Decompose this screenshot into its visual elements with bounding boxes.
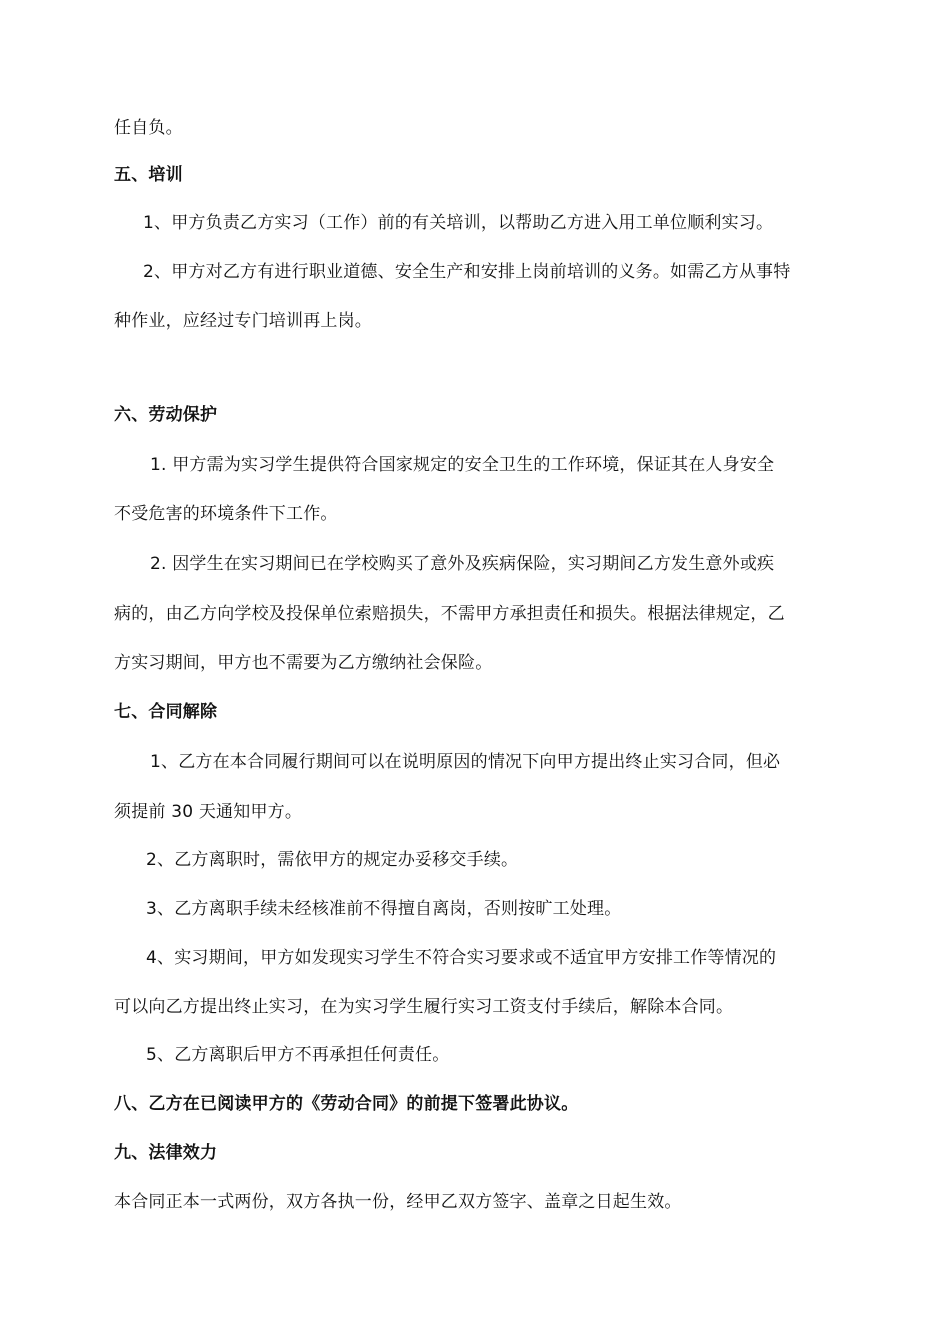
paragraph-line: 可以向乙方提出终止实习，在为实习学生履行实习工资支付手续后，解除本合同。 (114, 997, 734, 1017)
paragraph-line: 5、乙方离职后甲方不再承担任何责任。 (146, 1045, 450, 1065)
section-heading-contract-termination: 七、合同解除 (114, 702, 218, 722)
section-heading-legal-effect: 九、法律效力 (114, 1143, 218, 1163)
paragraph-line: 3、乙方离职手续未经核准前不得擅自离岗，否则按旷工处理。 (146, 899, 622, 919)
paragraph-line: 1. 甲方需为实习学生提供符合国家规定的安全卫生的工作环境，保证其在人身安全 (150, 455, 775, 475)
paragraph-line: 1、乙方在本合同履行期间可以在说明原因的情况下向甲方提出终止实习合同，但必 (150, 752, 781, 772)
section-heading-agreement-signing: 八、乙方在已阅读甲方的《劳动合同》的前提下签署此协议。 (114, 1094, 579, 1114)
continued-text: 任自负。 (114, 118, 183, 138)
paragraph-line: 病的，由乙方向学校及投保单位索赔损失，不需甲方承担责任和损失。根据法律规定，乙 (114, 604, 785, 624)
section-heading-labor-protection: 六、劳动保护 (114, 405, 218, 425)
paragraph-line: 1、甲方负责乙方实习（工作）前的有关培训，以帮助乙方进入用工单位顺利实习。 (143, 213, 774, 233)
paragraph-line: 2、甲方对乙方有进行职业道德、安全生产和安排上岗前培训的义务。如需乙方从事特 (143, 262, 791, 282)
paragraph-line: 2. 因学生在实习期间已在学校购买了意外及疾病保险，实习期间乙方发生意外或疾 (150, 554, 775, 574)
paragraph-line: 方实习期间，甲方也不需要为乙方缴纳社会保险。 (114, 653, 493, 673)
paragraph-line: 种作业，应经过专门培训再上岗。 (114, 311, 372, 331)
paragraph-line: 本合同正本一式两份，双方各执一份，经甲乙双方签字、盖章之日起生效。 (114, 1192, 682, 1212)
section-heading-training: 五、培训 (114, 165, 183, 185)
paragraph-line: 2、乙方离职时，需依甲方的规定办妥移交手续。 (146, 850, 519, 870)
paragraph-line: 不受危害的环境条件下工作。 (114, 504, 338, 524)
paragraph-line: 须提前 30 天通知甲方。 (114, 802, 303, 822)
paragraph-line: 4、实习期间，甲方如发现实习学生不符合实习要求或不适宜甲方安排工作等情况的 (146, 948, 777, 968)
